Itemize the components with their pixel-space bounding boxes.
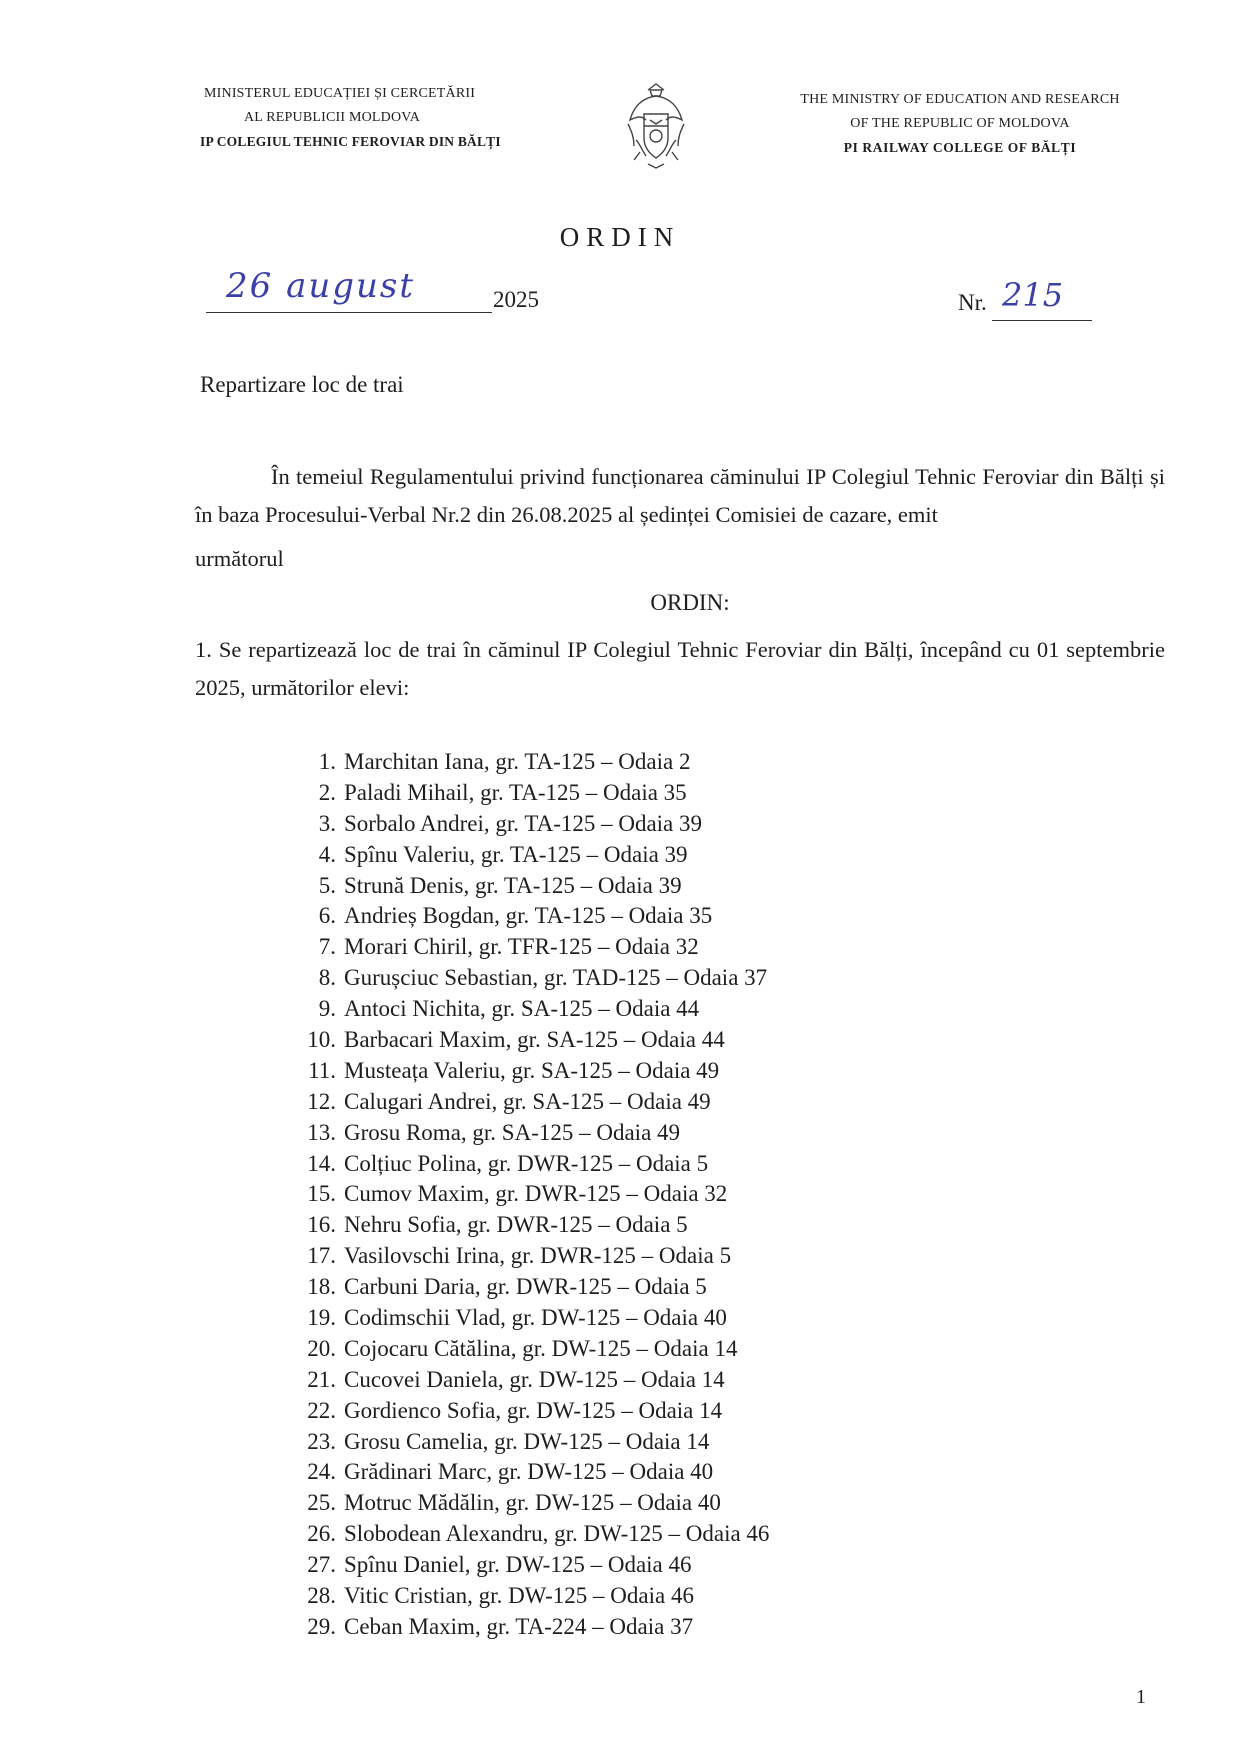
- list-item: [296, 963, 769, 994]
- header-left-line1: MINISTERUL EDUCAȚIEI ȘI CERCETĂRII: [204, 86, 476, 101]
- list-item-number: 9.: [318, 996, 336, 1022]
- list-item-number: 23.: [307, 1428, 336, 1454]
- list-item: [296, 901, 769, 932]
- list-item-number: 5.: [318, 872, 336, 898]
- list-item: [296, 1025, 769, 1056]
- handwritten-date: 26 august: [226, 266, 416, 306]
- list-item-number: 27.: [307, 1552, 336, 1578]
- list-item-number: 19.: [307, 1305, 336, 1331]
- list-item-number: 11.: [308, 1057, 336, 1083]
- student-list: [296, 747, 769, 1643]
- list-item-text: Vasilovschi Irina, gr. DWR-125 – Odaia 5: [344, 1243, 732, 1269]
- list-item-text: Grosu Roma, gr. SA-125 – Odaia 49: [344, 1119, 681, 1145]
- list-item-number: 17.: [307, 1243, 336, 1269]
- list-item-text: Sorbalo Andrei, gr. TA-125 – Odaia 39: [344, 810, 703, 836]
- list-item: [296, 778, 769, 809]
- list-item-text: Morari Chiril, gr. TFR-125 – Odaia 32: [344, 934, 699, 960]
- list-item-text: Gordienco Sofia, gr. DW-125 – Odaia 14: [344, 1397, 723, 1423]
- list-item-text: Strună Denis, gr. TA-125 – Odaia 39: [344, 872, 682, 898]
- order-point-1: 1. Se repartizează loc de trai în căminul IP Colegiul Tehnic Feroviar din Bălți, începând cu 01 septembrie 2025, următorilor elevi:: [195, 637, 1165, 700]
- list-item-number: 10.: [307, 1027, 336, 1053]
- list-item-text: Carbuni Daria, gr. DWR-125 – Odaia 5: [344, 1274, 707, 1300]
- list-item: [296, 1149, 769, 1180]
- list-item-number: 20.: [307, 1335, 336, 1361]
- list-item-number: 22.: [307, 1397, 336, 1423]
- list-item: [296, 994, 769, 1025]
- list-item-number: 16.: [307, 1212, 336, 1238]
- list-item-text: Spînu Daniel, gr. DW-125 – Odaia 46: [344, 1552, 692, 1578]
- date-year: 2025: [493, 287, 539, 312]
- list-item-number: 18.: [307, 1274, 336, 1300]
- header-right-line1: THE MINISTRY OF EDUCATION AND RESEARCH: [800, 92, 1120, 107]
- list-item: [296, 1396, 769, 1427]
- list-item-text: Ceban Maxim, gr. TA-224 – Odaia 37: [344, 1613, 694, 1639]
- list-item: [296, 1210, 769, 1241]
- list-item: [296, 1272, 769, 1303]
- list-item-text: Marchitan Iana, gr. TA-125 – Odaia 2: [344, 749, 691, 774]
- list-item-text: Antoci Nichita, gr. SA-125 – Odaia 44: [344, 996, 700, 1022]
- list-item-number: 7.: [318, 934, 336, 960]
- header-right-line3: PI RAILWAY COLLEGE OF BĂLȚI: [843, 140, 1077, 155]
- list-item-text: Musteața Valeriu, gr. SA-125 – Odaia 49: [344, 1057, 720, 1083]
- list-item-number: 14.: [307, 1150, 336, 1176]
- list-item-text: Cumov Maxim, gr. DWR-125 – Odaia 32: [344, 1181, 728, 1207]
- list-item-text: Paladi Mihail, gr. TA-125 – Odaia 35: [344, 779, 687, 805]
- order-number-label: Nr.: [958, 290, 987, 315]
- list-item: [296, 1519, 769, 1550]
- list-item-text: Cucovei Daniela, gr. DW-125 – Odaia 14: [344, 1366, 725, 1392]
- order-subject: Repartizare loc de trai: [200, 372, 404, 397]
- list-item-text: Colțiuc Polina, gr. DWR-125 – Odaia 5: [344, 1150, 709, 1176]
- list-item-number: 25.: [307, 1490, 336, 1516]
- list-item-number: 2.: [318, 779, 336, 805]
- list-item: [296, 1303, 769, 1334]
- header-left-line2: AL REPUBLICII MOLDOVA: [244, 110, 421, 125]
- list-item: [296, 1581, 769, 1612]
- list-item: [296, 1550, 769, 1581]
- list-item-number: 15.: [307, 1181, 336, 1207]
- list-item-number: 8.: [318, 965, 336, 991]
- list-item-text: Spînu Valeriu, gr. TA-125 – Odaia 39: [344, 841, 688, 867]
- header-left-line3: IP COLEGIUL TEHNIC FEROVIAR DIN BĂLȚI: [200, 134, 501, 149]
- list-item-text: Slobodean Alexandru, gr. DW-125 – Odaia 46: [344, 1521, 770, 1547]
- list-item: [296, 1179, 769, 1210]
- list-item: [296, 1612, 769, 1643]
- intro-paragraph: În temeiul Regulamentului privind funcționarea căminului IP Colegiul Tehnic Feroviar din Bălți și în baza Procesului-Verbal Nr.2 din 26.08.2025 al ședinței Comisiei de cazare, emit: [195, 464, 1165, 527]
- list-item-text: Grădinari Marc, gr. DW-125 – Odaia 40: [344, 1459, 714, 1485]
- list-item-text: Nehru Sofia, gr. DWR-125 – Odaia 5: [344, 1212, 688, 1238]
- order-heading: ORDIN:: [650, 590, 730, 615]
- intro-paragraph-end: următorul: [195, 546, 284, 571]
- header-left-ro: [200, 82, 540, 154]
- date-underline: [206, 312, 492, 313]
- list-item-number: 28.: [307, 1583, 336, 1609]
- list-item: [296, 1087, 769, 1118]
- order-number-underline: [992, 320, 1092, 321]
- list-item-text: Gurușciuc Sebastian, gr. TAD-125 – Odaia 37: [344, 965, 768, 991]
- list-item-number: 1.: [318, 749, 336, 774]
- list-item: [296, 932, 769, 963]
- list-item: [296, 871, 769, 902]
- list-item: [296, 1241, 769, 1272]
- list-item-number: 21.: [307, 1366, 336, 1392]
- list-item-number: 12.: [307, 1088, 336, 1114]
- list-item: [296, 1427, 769, 1458]
- list-item-text: Codimschii Vlad, gr. DW-125 – Odaia 40: [344, 1305, 727, 1331]
- list-item-number: 6.: [318, 903, 336, 929]
- list-item: [296, 1488, 769, 1519]
- list-item: [296, 809, 769, 840]
- list-item-number: 4.: [318, 841, 336, 867]
- list-item-text: Vitic Cristian, gr. DW-125 – Odaia 46: [344, 1583, 694, 1609]
- list-item: [296, 1334, 769, 1365]
- list-item: [296, 747, 769, 778]
- document-title: ORDIN: [559, 222, 681, 252]
- header-right-line2: OF THE REPUBLIC OF MOLDOVA: [850, 116, 1070, 131]
- list-item: [296, 1056, 769, 1087]
- list-item: [296, 1457, 769, 1488]
- list-item: [296, 1365, 769, 1396]
- handwritten-order-number: 215: [1002, 276, 1064, 314]
- list-item-number: 26.: [307, 1521, 336, 1547]
- list-item-text: Cojocaru Cătălina, gr. DW-125 – Odaia 14: [344, 1335, 738, 1361]
- list-item: [296, 1118, 769, 1149]
- page-number: 1: [1136, 1686, 1146, 1708]
- header-right-en: [780, 88, 1140, 160]
- list-item-text: Barbacari Maxim, gr. SA-125 – Odaia 44: [344, 1027, 725, 1053]
- list-item-text: Andrieș Bogdan, gr. TA-125 – Odaia 35: [344, 903, 713, 929]
- list-item-text: Calugari Andrei, gr. SA-125 – Odaia 49: [344, 1088, 711, 1114]
- list-item: [296, 840, 769, 871]
- list-item-number: 13.: [307, 1119, 336, 1145]
- list-item-number: 29.: [307, 1613, 336, 1639]
- list-item-number: 3.: [318, 810, 336, 836]
- list-item-text: Motruc Mădălin, gr. DW-125 – Odaia 40: [344, 1490, 721, 1516]
- list-item-text: Grosu Camelia, gr. DW-125 – Odaia 14: [344, 1428, 710, 1454]
- moldova-coat-of-arms-icon: [620, 80, 692, 172]
- list-item-number: 24.: [307, 1459, 336, 1485]
